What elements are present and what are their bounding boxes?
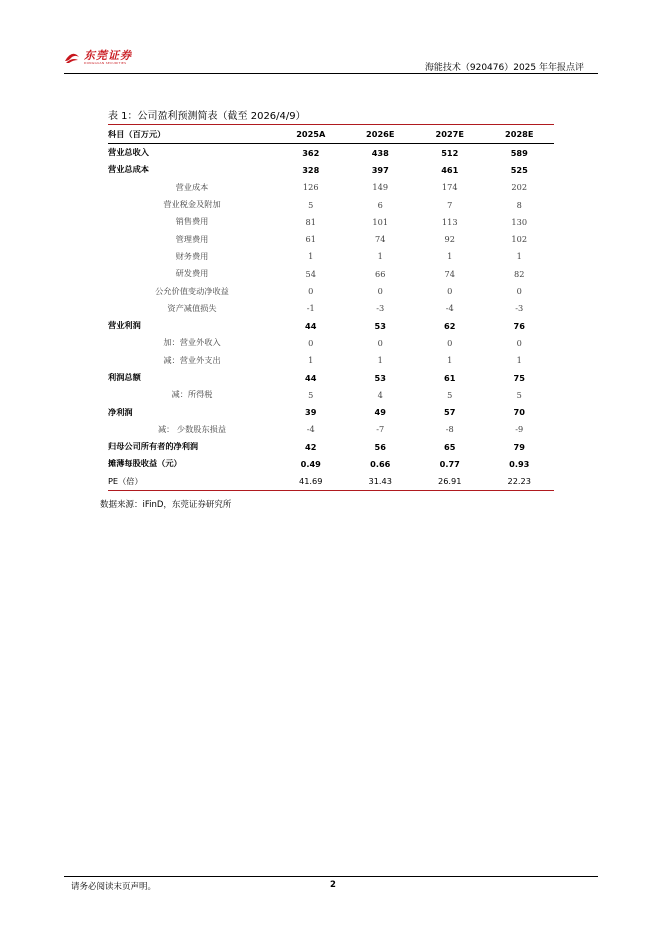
table-row: [108, 248, 554, 265]
table-row: [108, 144, 554, 162]
row-value: -4: [445, 303, 454, 314]
row-value: 5: [308, 199, 314, 210]
row-label: 销售费用: [175, 216, 209, 227]
logo-icon: [64, 51, 80, 65]
row-value: 1: [377, 251, 383, 262]
row-value: 74: [375, 234, 386, 245]
row-value: 61: [444, 372, 456, 383]
table-row: [108, 369, 554, 386]
row-label: 加：营业外收入: [163, 337, 221, 348]
row-value: 81: [305, 216, 316, 227]
row-value: -9: [515, 424, 524, 435]
row-label: 摊薄每股收益（元）: [108, 458, 182, 469]
company-logo: [64, 50, 132, 65]
row-label: 管理费用: [175, 233, 209, 244]
row-value: 82: [514, 268, 525, 279]
row-value: 49: [374, 407, 386, 418]
row-value: 130: [511, 216, 528, 227]
logo-subtext: DONGGUAN SECURITIES: [84, 61, 127, 65]
row-value: -3: [515, 303, 524, 314]
column-header: 2028E: [485, 125, 555, 144]
row-value: 1: [516, 355, 522, 366]
row-value: 1: [516, 251, 522, 262]
row-value: 31.43: [346, 473, 416, 491]
row-value: 1: [447, 251, 453, 262]
table-row: [108, 265, 554, 282]
column-header: 2027E: [415, 125, 485, 144]
row-value: 8: [516, 199, 522, 210]
row-label: 财务费用: [175, 250, 209, 261]
row-value: 461: [441, 164, 459, 175]
row-value: 113: [441, 216, 458, 227]
row-value: 62: [444, 320, 456, 331]
table-row: [108, 455, 554, 472]
table-row: [108, 386, 554, 403]
row-value: 0: [447, 337, 453, 348]
row-value: -7: [376, 424, 385, 435]
row-value: 54: [305, 268, 316, 279]
row-value: 41.69: [276, 473, 346, 491]
row-value: 525: [510, 164, 528, 175]
row-label: PE（倍）: [108, 473, 276, 491]
row-value: 101: [372, 216, 389, 227]
table-row: [108, 300, 554, 317]
row-label: 营业总收入: [108, 147, 149, 158]
row-value: 22.23: [485, 473, 555, 491]
report-title: 海能技术（920476）2025 年年报点评: [424, 63, 584, 73]
row-label: 营业总成本: [108, 164, 149, 175]
row-value: 44: [305, 320, 317, 331]
row-value: 76: [513, 320, 525, 331]
row-value: 589: [510, 147, 528, 158]
row-label: 减： 少数股东损益: [157, 423, 227, 434]
table-row: [108, 317, 554, 334]
table-row: [108, 473, 554, 491]
row-value: 5: [516, 389, 522, 400]
row-label: 营业成本: [175, 181, 209, 192]
row-value: 1: [308, 251, 314, 262]
table-row: [108, 438, 554, 455]
row-value: 74: [444, 268, 455, 279]
row-label: 研发费用: [175, 268, 209, 279]
row-value: 61: [305, 234, 316, 245]
row-value: 0.49: [300, 458, 321, 469]
row-value: 0: [308, 286, 314, 297]
table-caption: 表 1：公司盈利预测简表（截至 2026/4/9）: [108, 111, 306, 122]
row-value: 70: [513, 407, 525, 418]
row-value: 202: [511, 182, 528, 193]
row-value: 102: [511, 234, 528, 245]
row-value: 0: [377, 337, 383, 348]
row-label: 净利润: [108, 406, 133, 417]
row-value: 79: [513, 441, 525, 452]
row-value: 0: [516, 286, 522, 297]
row-value: 75: [513, 372, 525, 383]
row-value: 328: [302, 164, 320, 175]
disclaimer-note: 请务必阅读末页声明。: [71, 882, 157, 892]
row-label: 营业利润: [108, 320, 141, 331]
column-header: 科目（百万元）: [108, 125, 276, 144]
column-header: 2026E: [346, 125, 416, 144]
row-value: 7: [447, 199, 453, 210]
row-value: 149: [372, 182, 389, 193]
row-value: 0: [377, 286, 383, 297]
data-source-note: 数据来源：iFinD，东莞证券研究所: [100, 500, 232, 510]
header-divider: [64, 73, 598, 74]
table-row: [108, 352, 554, 369]
row-value: 174: [441, 182, 458, 193]
row-value: 512: [441, 147, 459, 158]
row-label: 利润总额: [108, 372, 141, 382]
table-header-row: [108, 125, 554, 144]
row-value: 92: [444, 234, 455, 245]
row-value: -4: [306, 424, 315, 435]
row-value: 39: [305, 407, 317, 418]
table-row: [108, 421, 554, 438]
table-row: [108, 230, 554, 247]
row-value: 0.66: [370, 458, 391, 469]
row-label: 公允价值变动净收益: [155, 285, 229, 296]
row-value: 362: [302, 147, 320, 158]
row-value: 26.91: [415, 473, 485, 491]
row-value: 1: [308, 355, 314, 366]
row-value: 0: [516, 337, 522, 348]
row-value: 65: [444, 441, 456, 452]
logo-text: 东莞证券: [84, 49, 132, 62]
row-value: 66: [375, 268, 386, 279]
profit-forecast-table: [108, 124, 554, 491]
footer-divider: [64, 876, 598, 877]
row-value: 0: [447, 286, 453, 297]
row-value: 1: [447, 355, 453, 366]
row-value: 438: [371, 147, 389, 158]
row-value: 42: [305, 441, 317, 452]
row-value: 56: [374, 441, 386, 452]
row-value: 4: [377, 389, 383, 400]
row-value: 126: [302, 182, 319, 193]
row-label: 营业税金及附加: [163, 199, 221, 210]
row-value: -8: [445, 424, 454, 435]
row-label: 归母公司所有者的净利润: [108, 441, 199, 452]
row-value: 44: [305, 372, 317, 383]
page-number: 2: [330, 880, 336, 890]
table-row: [108, 161, 554, 178]
row-value: 5: [308, 389, 314, 400]
row-value: 53: [374, 372, 386, 383]
row-value: 0.77: [439, 458, 460, 469]
row-value: 53: [374, 320, 386, 331]
row-label: 资产减值损失: [167, 302, 217, 313]
row-value: 5: [447, 389, 453, 400]
row-value: 0: [308, 337, 314, 348]
row-value: 6: [377, 199, 383, 210]
table-row: [108, 179, 554, 196]
row-value: 397: [371, 164, 389, 175]
column-header: 2025A: [276, 125, 346, 144]
row-label: 减：营业外支出: [163, 354, 221, 365]
table-row: [108, 213, 554, 230]
table-row: [108, 403, 554, 420]
table-row: [108, 196, 554, 213]
row-value: 57: [444, 407, 456, 418]
row-value: -1: [306, 303, 315, 314]
row-value: -3: [376, 303, 385, 314]
row-value: 0.93: [509, 458, 530, 469]
table-row: [108, 282, 554, 299]
row-label: 减：所得税: [171, 389, 213, 400]
row-value: 1: [377, 355, 383, 366]
table-row: [108, 334, 554, 351]
